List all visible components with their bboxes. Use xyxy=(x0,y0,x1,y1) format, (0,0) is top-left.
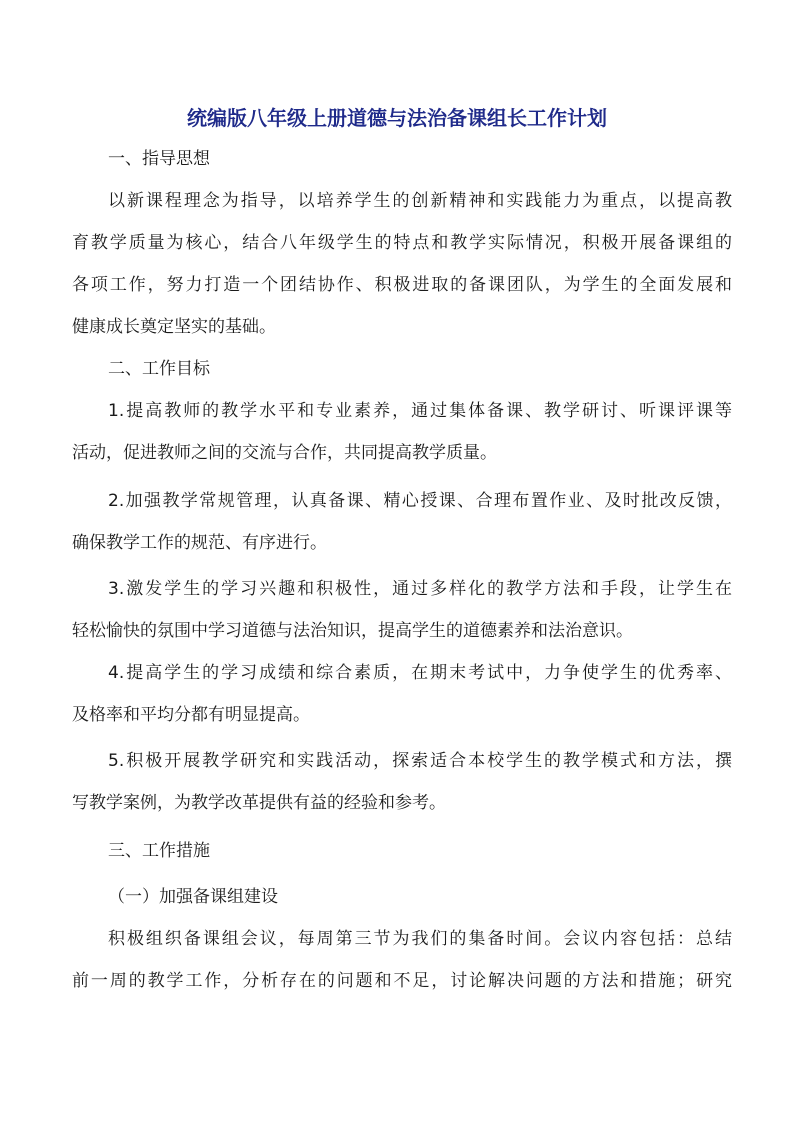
paragraph-line: 健康成长奠定坚实的基础。 xyxy=(72,317,276,337)
paragraph-line: 前一周的教学工作，分析存在的问题和不足，讨论解决问题的方法和措施；研究 xyxy=(72,971,732,991)
paragraph-line: 以新课程理念为指导，以培养学生的创新精神和实践能力为重点，以提高教 xyxy=(108,191,732,211)
section-heading-work-goals: 二、工作目标 xyxy=(108,359,210,379)
paragraph-guiding-ideology xyxy=(72,180,732,348)
paragraph-team-building xyxy=(72,918,732,1002)
paragraph-line: 5.积极开展教学研究和实践活动，探索适合本校学生的教学模式和方法，撰 xyxy=(108,751,732,771)
section-heading-guiding-ideology: 一、指导思想 xyxy=(108,149,210,169)
paragraph-line: 确保教学工作的规范、有序进行。 xyxy=(72,533,327,553)
document-title: 统编版八年级上册道德与法治备课组长工作计划 xyxy=(187,106,607,130)
paragraph-line: 3.激发学生的学习兴趣和积极性，通过多样化的教学方法和手段，让学生在 xyxy=(108,579,732,599)
paragraph-goal-3 xyxy=(72,568,732,652)
paragraph-line: 活动，促进教师之间的交流与合作，共同提高教学质量。 xyxy=(72,443,497,463)
paragraph-line: 4.提高学生的学习成绩和综合素质，在期末考试中，力争使学生的优秀率、 xyxy=(108,663,732,683)
paragraph-goal-4 xyxy=(72,652,732,736)
paragraph-line: 及格率和平均分都有明显提高。 xyxy=(72,705,310,725)
paragraph-goal-2 xyxy=(72,480,732,564)
paragraph-line: 育教学质量为核心，结合八年级学生的特点和教学实际情况，积极开展备课组的 xyxy=(72,233,732,253)
paragraph-goal-5 xyxy=(72,740,732,824)
paragraph-line: 2.加强教学常规管理，认真备课、精心授课、合理布置作业、及时批改反馈， xyxy=(108,491,732,511)
paragraph-goal-1 xyxy=(72,390,732,474)
paragraph-line: 写教学案例，为教学改革提供有益的经验和参考。 xyxy=(72,793,446,813)
paragraph-line: 轻松愉快的氛围中学习道德与法治知识，提高学生的道德素养和法治意识。 xyxy=(72,621,633,641)
paragraph-line: 1.提高教师的教学水平和专业素养，通过集体备课、教学研讨、听课评课等 xyxy=(108,401,732,421)
paragraph-line: 积极组织备课组会议，每周第三节为我们的集备时间。会议内容包括：总结 xyxy=(108,929,732,949)
paragraph-line: 各项工作，努力打造一个团结协作、积极进取的备课团队，为学生的全面发展和 xyxy=(72,275,732,295)
subsection-heading-team-building: （一）加强备课组建设 xyxy=(108,887,278,907)
section-heading-work-measures: 三、工作措施 xyxy=(108,841,210,861)
